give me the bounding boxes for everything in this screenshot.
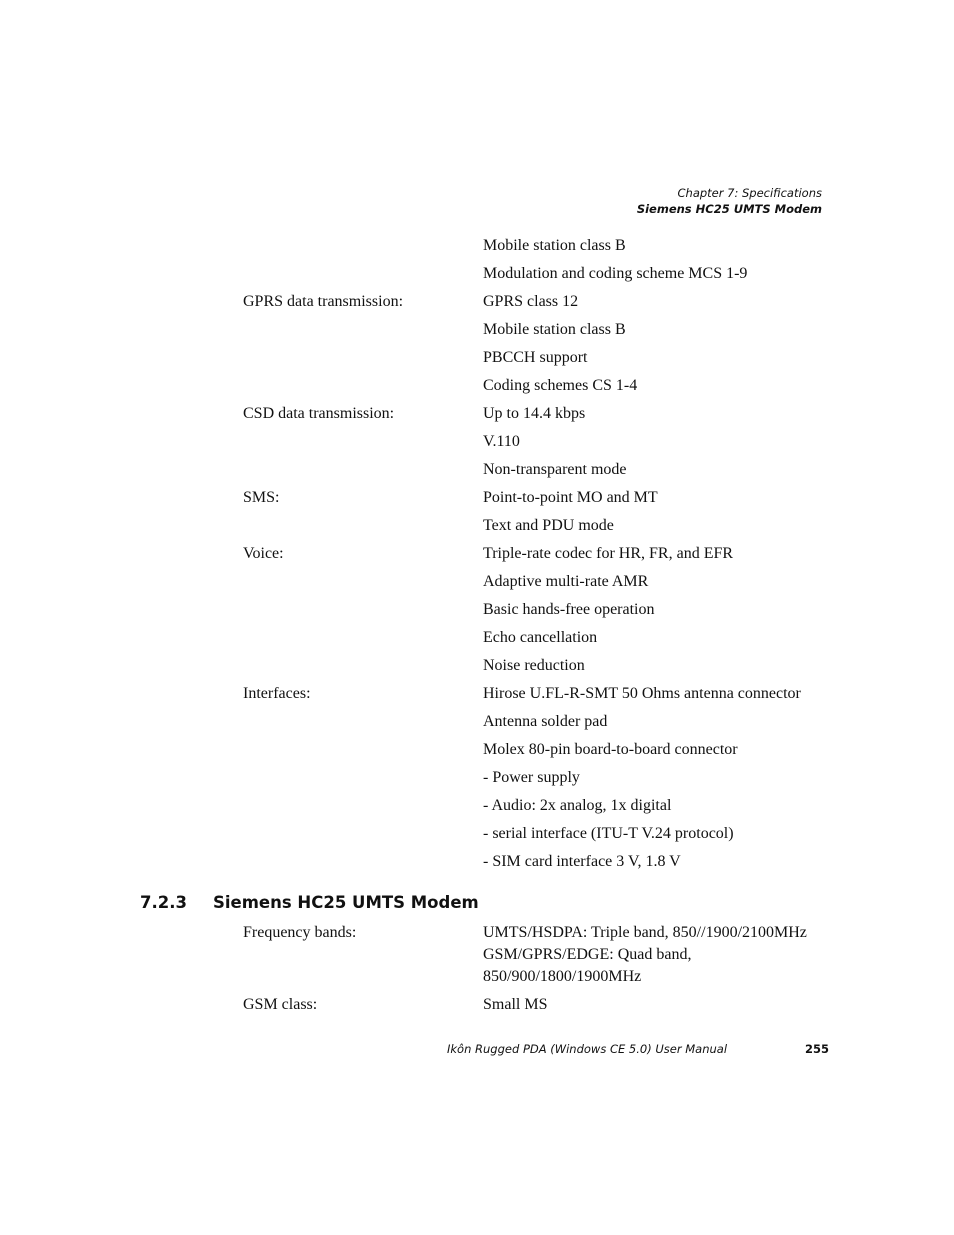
spec-row [243, 344, 843, 372]
modem-spec-list [243, 922, 843, 1016]
spec-label [243, 232, 483, 260]
spec-value: Mobile station class B [483, 321, 626, 338]
spec-label [243, 708, 483, 736]
spec-value: Triple-rate codec for HR, FR, and EFR [483, 545, 734, 562]
page-number: 255 [804, 1042, 829, 1056]
spec-value-line: 850/900/1800/1900MHz [483, 968, 642, 985]
spec-value: Small MS [483, 996, 548, 1013]
spec-row [243, 652, 843, 680]
spec-row [243, 820, 843, 848]
spec-label [243, 428, 483, 456]
spec-row [243, 708, 843, 736]
spec-label: GPRS data transmission: [243, 293, 404, 310]
spec-row [243, 456, 843, 484]
spec-value: Mobile station class B [483, 237, 626, 254]
spec-label [243, 820, 483, 848]
spec-label [243, 792, 483, 820]
spec-label: GSM class: [243, 996, 318, 1013]
spec-value: - Power supply [483, 769, 580, 786]
manual-title: Ikôn Rugged PDA (Windows CE 5.0) User Manual [447, 1042, 728, 1056]
spec-label [243, 736, 483, 764]
spec-label [243, 512, 483, 540]
spec-value: V.110 [483, 433, 520, 450]
section-heading-title: Siemens HC25 UMTS Modem [213, 893, 479, 912]
spec-label [243, 260, 483, 288]
spec-row [243, 484, 843, 512]
spec-value: Non-transparent mode [483, 461, 627, 478]
spec-value: Basic hands-free operation [483, 601, 655, 618]
section-number: 7.2.3 [140, 893, 187, 912]
spec-value: Coding schemes CS 1-4 [483, 377, 638, 394]
page-footer [447, 1042, 829, 1056]
spec-row-frequency-bands [243, 922, 843, 988]
spec-list [243, 232, 843, 876]
spec-value: Antenna solder pad [483, 713, 608, 730]
spec-label [243, 764, 483, 792]
spec-label: Voice: [243, 545, 284, 562]
spec-label [243, 624, 483, 652]
spec-value-line: UMTS/HSDPA: Triple band, 850//1900/2100MHz [483, 924, 807, 941]
spec-row [243, 848, 843, 876]
spec-label: SMS: [243, 489, 280, 506]
spec-row [243, 372, 843, 400]
spec-label: Frequency bands: [243, 924, 357, 941]
spec-row [243, 316, 843, 344]
spec-row [243, 400, 843, 428]
spec-value: Text and PDU mode [483, 517, 614, 534]
spec-label [243, 652, 483, 680]
spec-value: PBCCH support [483, 349, 588, 366]
spec-value: - SIM card interface 3 V, 1.8 V [483, 853, 681, 870]
spec-value: Point-to-point MO and MT [483, 489, 658, 506]
spec-value: Up to 14.4 kbps [483, 405, 586, 422]
spec-row [243, 596, 843, 624]
spec-label [243, 316, 483, 344]
spec-value: GPRS class 12 [483, 293, 579, 310]
spec-row [243, 260, 843, 288]
spec-label: CSD data transmission: [243, 405, 395, 422]
spec-row [243, 232, 843, 260]
spec-label [243, 344, 483, 372]
spec-value [483, 922, 843, 988]
running-header [637, 185, 822, 217]
spec-row [243, 568, 843, 596]
spec-label [243, 568, 483, 596]
spec-label [243, 596, 483, 624]
spec-row [243, 428, 843, 456]
spec-value: Noise reduction [483, 657, 585, 674]
spec-label: Interfaces: [243, 685, 311, 702]
section-title: Siemens HC25 UMTS Modem [636, 202, 822, 216]
spec-value: Adaptive multi-rate AMR [483, 573, 649, 590]
spec-row [243, 792, 843, 820]
spec-row [243, 540, 843, 568]
spec-row [243, 736, 843, 764]
spec-label [243, 372, 483, 400]
spec-value: - Audio: 2x analog, 1x digital [483, 797, 672, 814]
spec-value-line: GSM/GPRS/EDGE: Quad band, [483, 946, 692, 963]
spec-label [243, 456, 483, 484]
spec-row [243, 288, 843, 316]
spec-value: Echo cancellation [483, 629, 598, 646]
spec-row-gsm-class [243, 994, 843, 1016]
spec-value: Hirose U.FL-R-SMT 50 Ohms antenna connector [483, 685, 801, 702]
spec-value: Molex 80-pin board-to-board connector [483, 741, 738, 758]
spec-row [243, 764, 843, 792]
spec-value: Modulation and coding scheme MCS 1-9 [483, 265, 748, 282]
spec-label [243, 848, 483, 876]
spec-row [243, 512, 843, 540]
chapter-title: Chapter 7: Specifications [677, 186, 822, 200]
spec-row [243, 680, 843, 708]
spec-row [243, 624, 843, 652]
spec-value: - serial interface (ITU-T V.24 protocol) [483, 825, 734, 842]
section-heading [140, 893, 479, 912]
